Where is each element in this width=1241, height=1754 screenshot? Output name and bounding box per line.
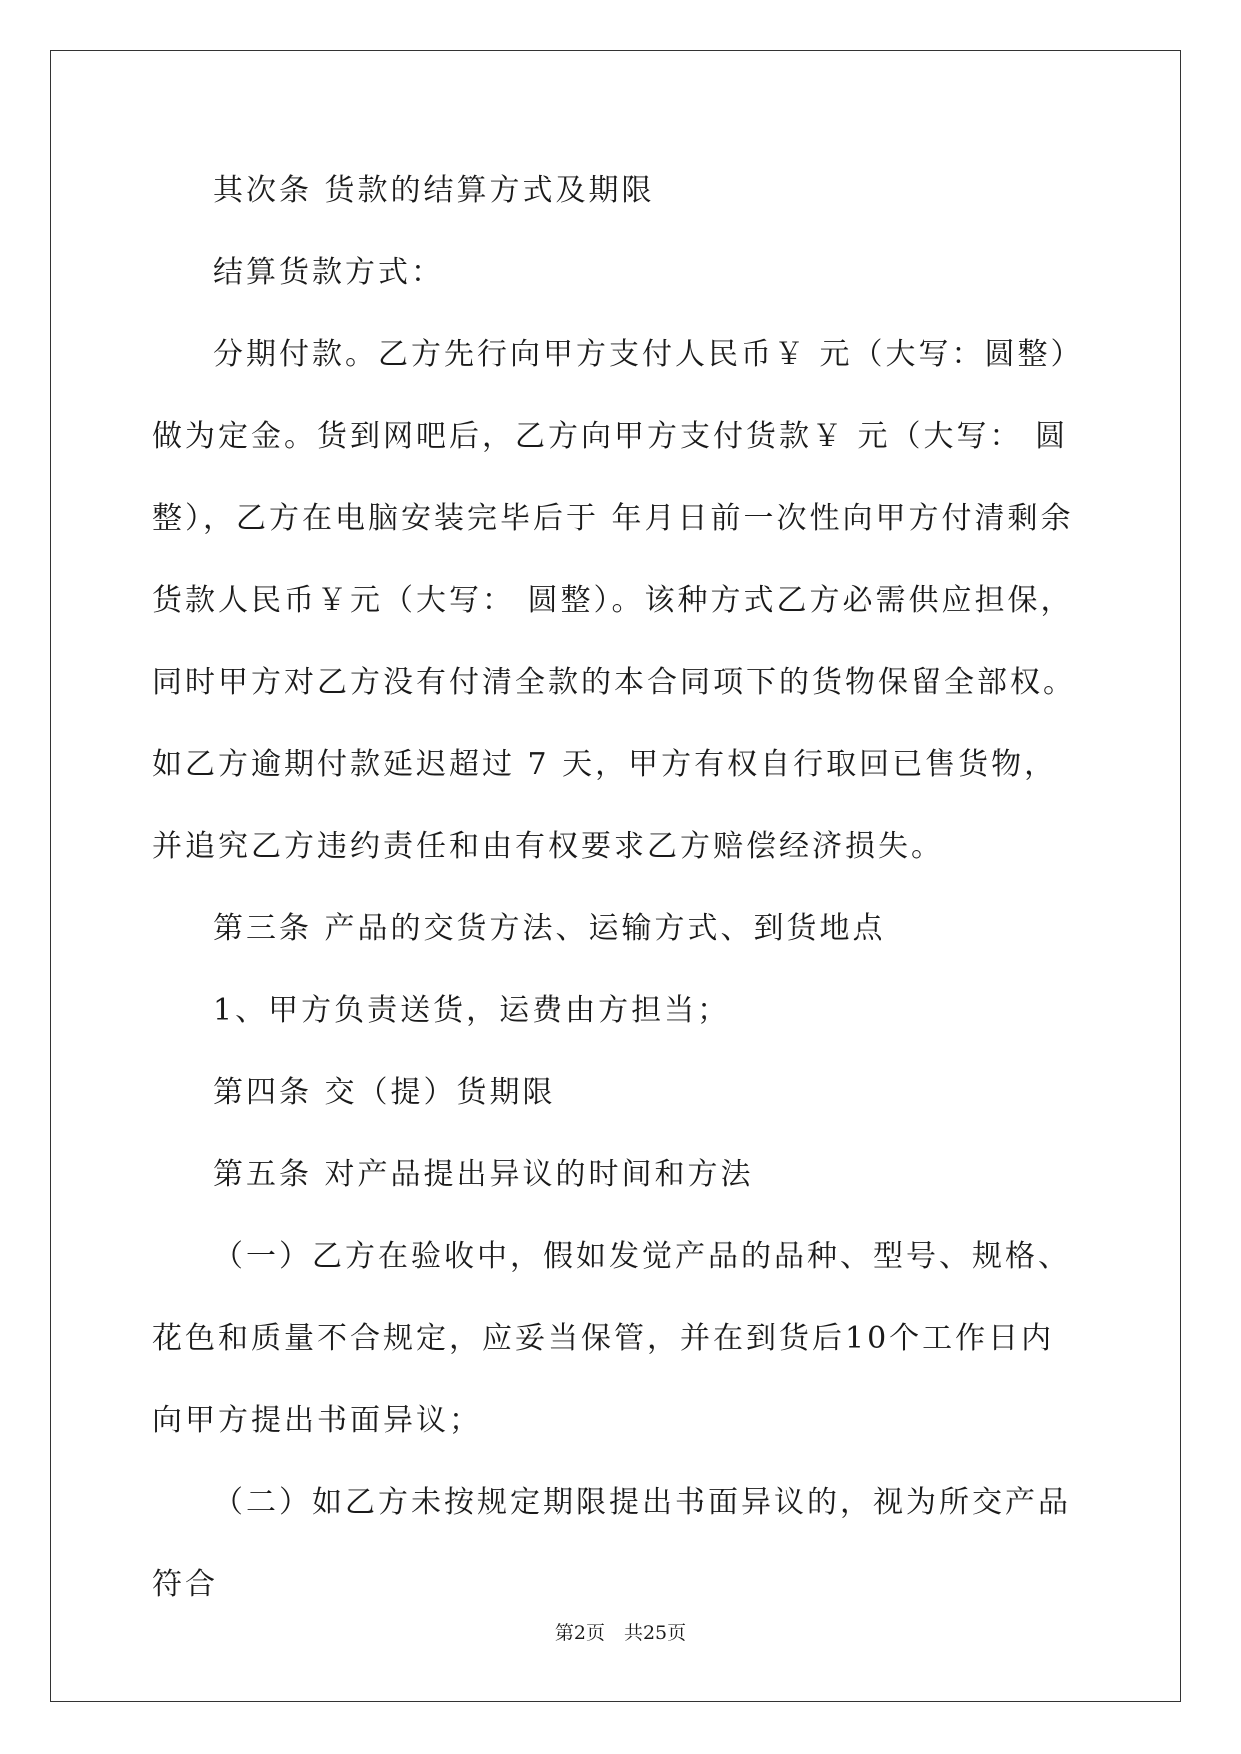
paragraph: 分期付款。乙方先行向甲方支付人民币￥ 元（大写：圆整）做为定金。货到网吧后，乙方向甲方支付货款￥ 元（大写： 圆整），乙方在电脑安装完毕后于 年月日前一次性向甲方付清剩余货款人民币￥元（大写： 圆整）。该种方式乙方必需供应担保，同时甲方对乙方没有付清全款的本合同项下的货物保留全部权。如乙方逾期付款延迟超过 7 天，甲方有权自行取回已售货物，并追究乙方违约责任和由有权要求乙方赔偿经济损失。 — [152, 337, 1076, 864]
document-body — [152, 150, 1082, 1626]
paragraph: 第三条 产品的交货方法、运输方式、到货地点 — [213, 911, 886, 946]
paragraph: （二）如乙方未按规定期限提出书面异议的，视为所交产品符合 — [152, 1485, 1071, 1602]
paragraph: 其次条 货款的结算方式及期限 — [213, 173, 655, 208]
paragraph: 第五条 对产品提出异议的时间和方法 — [213, 1157, 754, 1192]
paragraph: 结算货款方式： — [213, 255, 444, 290]
paragraph: （一）乙方在验收中，假如发觉产品的品种、型号、规格、花色和质量不合规定，应妥当保管，并在到货后10个工作日内向甲方提出书面异议； — [152, 1239, 1071, 1438]
paragraph: 第四条 交（提）货期限 — [213, 1075, 556, 1110]
paragraph: 1、甲方负责送货，运费由方担当； — [213, 993, 731, 1028]
page-number-footer: 第2页 共25页 — [554, 1622, 687, 1644]
